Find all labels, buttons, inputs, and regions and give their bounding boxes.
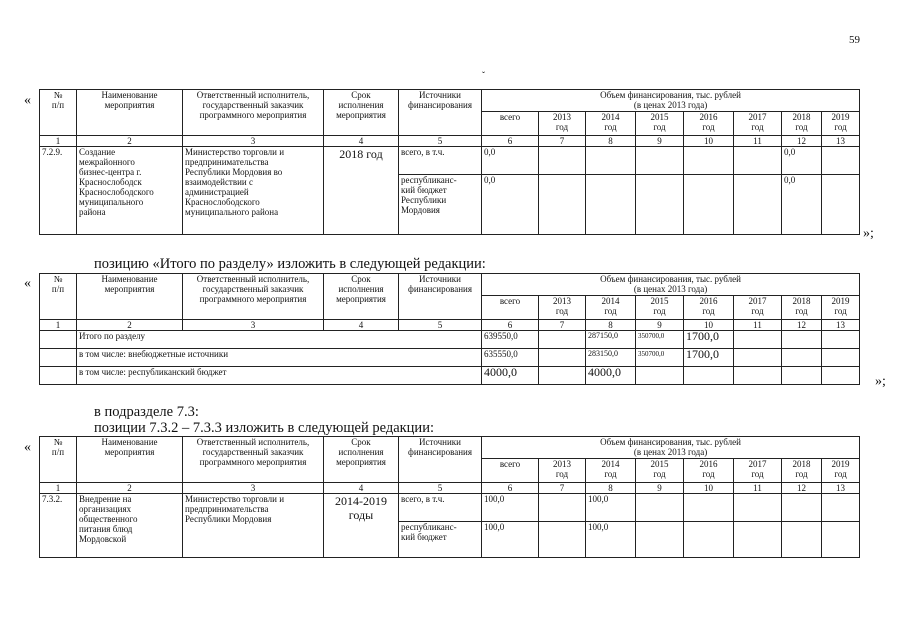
header-year: 2019 год: [822, 112, 860, 136]
header-year: 2015 год: [636, 459, 684, 483]
row-2018: 0,0: [782, 147, 822, 175]
page-number: 59: [849, 34, 860, 46]
col-number: 4: [324, 136, 399, 147]
scan-mark: ˇ: [482, 70, 485, 80]
header-year: 2014 год: [586, 296, 636, 320]
header-name: Наименование мероприятия: [77, 274, 183, 320]
opening-quote-3: «: [24, 440, 31, 455]
total-row-label: Итого по разделу: [77, 331, 482, 349]
row-total: 0,0: [482, 175, 539, 235]
header-term: Срок исполнения мероприятия: [324, 90, 399, 136]
total-row-label: в том числе: внебюджетные источники: [77, 349, 482, 367]
total-row-2014: 287150,0: [586, 331, 636, 349]
row-source: республиканс- кий бюджет Республики Мордовия: [399, 175, 482, 235]
row-name: Создание межрайонного бизнес-центра г. Краснослободск Краснослободского муниципального района: [77, 147, 183, 235]
col-number: 11: [734, 320, 782, 331]
row-source: всего, в т.ч.: [399, 147, 482, 175]
col-number: 1: [40, 136, 77, 147]
header-year: 2017 год: [734, 112, 782, 136]
col-number: 9: [636, 320, 684, 331]
header-funding: Объем финансирования, тыс. рублей (в ценах 2013 года): [482, 90, 860, 112]
header-sources: Источники финансирования: [399, 437, 482, 483]
col-number: 6: [482, 320, 539, 331]
row-2014: 100,0: [586, 522, 636, 558]
paragraph-total-section: позицию «Итого по разделу» изложить в следующей редакции:: [94, 256, 486, 272]
col-number: 4: [324, 320, 399, 331]
col-number: 10: [684, 136, 734, 147]
header-year: 2016 год: [684, 112, 734, 136]
total-row-2014: 283150,0: [586, 349, 636, 367]
col-number: 7: [539, 320, 586, 331]
header-sources: Источники финансирования: [399, 90, 482, 136]
col-number: 11: [734, 483, 782, 494]
closing-quote-2: »;: [875, 374, 886, 389]
header-year: 2019 год: [822, 296, 860, 320]
header-year: 2017 год: [734, 459, 782, 483]
row-total: 100,0: [482, 494, 539, 522]
row-source: республиканс- кий бюджет: [399, 522, 482, 558]
closing-quote-1: »;: [863, 226, 874, 241]
col-number: 5: [399, 136, 482, 147]
col-number: 8: [586, 136, 636, 147]
col-number: 13: [822, 136, 860, 147]
header-term: Срок исполнения мероприятия: [324, 437, 399, 483]
row-name: Внедрение на организациях общественного питания блюд Мордовской: [77, 494, 183, 558]
total-row-value: 639550,0: [482, 331, 539, 349]
header-year: 2017 год: [734, 296, 782, 320]
col-number: 10: [684, 320, 734, 331]
col-number: 4: [324, 483, 399, 494]
row-term: 2014-2019 годы: [324, 494, 399, 558]
col-number: 1: [40, 483, 77, 494]
col-number: 6: [482, 136, 539, 147]
header-year: 2015 год: [636, 112, 684, 136]
row-responsible: Министерство торговли и предпринимательства Республики Мордовия во взаимодействии с администрацией Краснослободского муниципального района: [183, 147, 324, 235]
header-responsible: Ответственный исполнитель, государственный заказчик программного мероприятия: [183, 90, 324, 136]
col-number: 8: [586, 483, 636, 494]
header-year: 2013 год: [539, 296, 586, 320]
total-row-2016: 1700,0: [684, 349, 734, 367]
col-number: 7: [539, 483, 586, 494]
opening-quote-2: «: [24, 276, 31, 291]
header-funding: Объем финансирования, тыс. рублей (в ценах 2013 года): [482, 437, 860, 459]
total-row-2014: 4000,0: [586, 367, 636, 385]
col-number: 11: [734, 136, 782, 147]
row-2014: 100,0: [586, 494, 636, 522]
col-number: 12: [782, 483, 822, 494]
row-term: 2018 год: [324, 147, 399, 235]
header-name: Наименование мероприятия: [77, 437, 183, 483]
table-total-section: [39, 273, 860, 385]
header-year: 2014 год: [586, 112, 636, 136]
col-number: 3: [183, 320, 324, 331]
total-row-value: 635550,0: [482, 349, 539, 367]
header-year: 2019 год: [822, 459, 860, 483]
table-7-3-2: [39, 436, 860, 558]
header-funding: Объем финансирования, тыс. рублей (в ценах 2013 года): [482, 274, 860, 296]
col-number: 7: [539, 136, 586, 147]
col-number: 5: [399, 483, 482, 494]
header-year: 2018 год: [782, 296, 822, 320]
total-row-2016: 1700,0: [684, 331, 734, 349]
col-number: 10: [684, 483, 734, 494]
header-num: № п/п: [40, 274, 77, 320]
row-2018: 0,0: [782, 175, 822, 235]
header-responsible: Ответственный исполнитель, государственный заказчик программного мероприятия: [183, 437, 324, 483]
header-year: 2016 год: [684, 459, 734, 483]
header-year: 2015 год: [636, 296, 684, 320]
col-number: 2: [77, 483, 183, 494]
header-year: 2013 год: [539, 112, 586, 136]
header-total: всего: [482, 459, 539, 483]
col-number: 12: [782, 136, 822, 147]
col-number: 3: [183, 483, 324, 494]
row-source: всего, в т.ч.: [399, 494, 482, 522]
col-number: 9: [636, 136, 684, 147]
col-number: 2: [77, 320, 183, 331]
header-year: 2018 год: [782, 459, 822, 483]
header-year: 2014 год: [586, 459, 636, 483]
header-name: Наименование мероприятия: [77, 90, 183, 136]
row-total: 0,0: [482, 147, 539, 175]
col-number: 3: [183, 136, 324, 147]
opening-quote-1: «: [24, 93, 31, 108]
header-num: № п/п: [40, 90, 77, 136]
table-7-2-9: [39, 89, 860, 235]
col-number: 5: [399, 320, 482, 331]
col-number: 13: [822, 320, 860, 331]
total-row-label: в том числе: республиканский бюджет: [77, 367, 482, 385]
col-number: 12: [782, 320, 822, 331]
paragraph-subsection: в подразделе 7.3:: [94, 404, 199, 420]
row-num: 7.3.2.: [40, 494, 77, 558]
total-row-value: 4000,0: [482, 367, 539, 385]
header-term: Срок исполнения мероприятия: [324, 274, 399, 320]
total-row-2015: 350700,0: [636, 331, 684, 349]
row-responsible: Министерство торговли и предпринимательства Республики Мордовия: [183, 494, 324, 558]
header-responsible: Ответственный исполнитель, государственный заказчик программного мероприятия: [183, 274, 324, 320]
header-year: 2013 год: [539, 459, 586, 483]
header-year: 2016 год: [684, 296, 734, 320]
header-num: № п/п: [40, 437, 77, 483]
col-number: 13: [822, 483, 860, 494]
total-row-2015: 350700,0: [636, 349, 684, 367]
col-number: 1: [40, 320, 77, 331]
col-number: 2: [77, 136, 183, 147]
col-number: 9: [636, 483, 684, 494]
header-year: 2018 год: [782, 112, 822, 136]
paragraph-positions: позиции 7.3.2 – 7.3.3 изложить в следующей редакции:: [94, 420, 434, 436]
row-total: 100,0: [482, 522, 539, 558]
header-total: всего: [482, 112, 539, 136]
col-number: 8: [586, 320, 636, 331]
col-number: 6: [482, 483, 539, 494]
header-sources: Источники финансирования: [399, 274, 482, 320]
row-num: 7.2.9.: [40, 147, 77, 235]
header-total: всего: [482, 296, 539, 320]
